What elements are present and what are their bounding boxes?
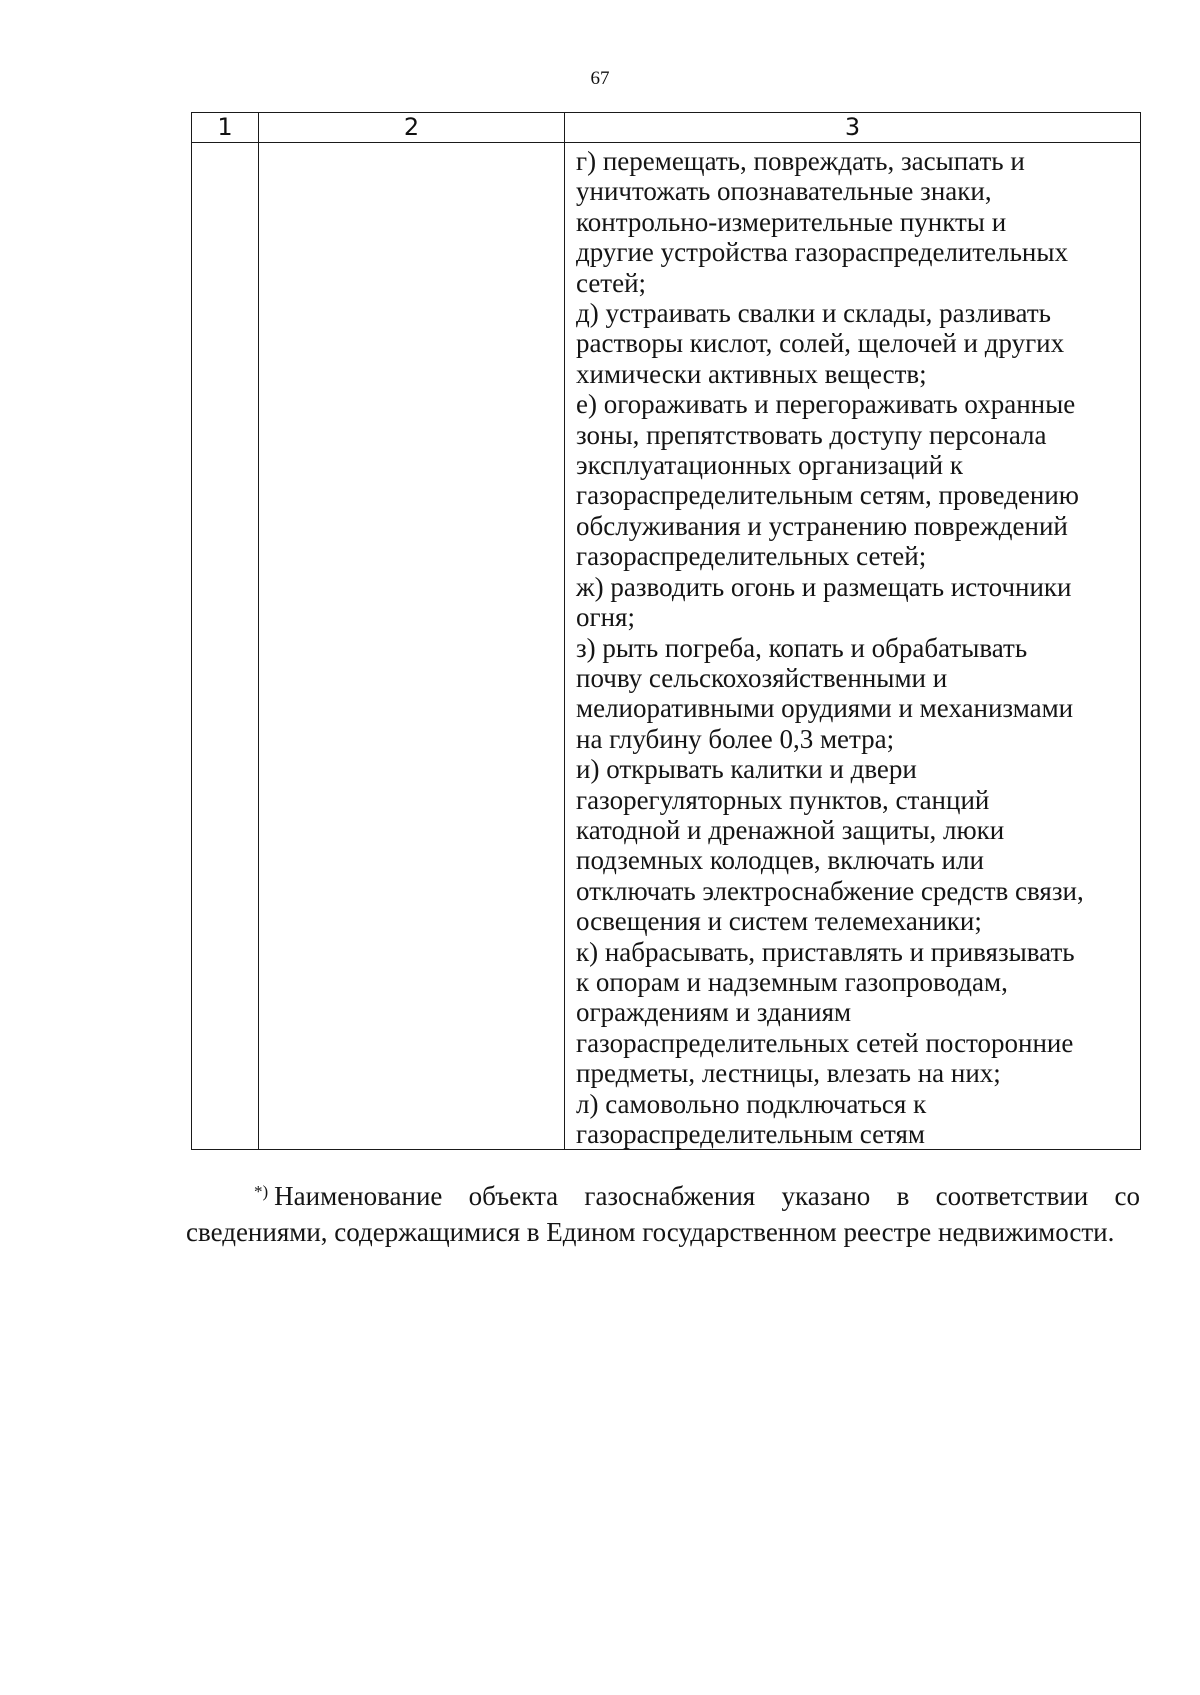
list-item-line: обслуживания и устранению повреждений [576, 510, 1068, 541]
list-item-line: растворы кислот, солей, щелочей и других [576, 328, 1065, 359]
table-row [192, 143, 1141, 1150]
list-item-line: катодной и дренажной защиты, люки [576, 814, 1005, 845]
list-item-line: химически активных веществ; [576, 358, 927, 389]
list-item-line: л) самовольно подключаться к [576, 1088, 927, 1119]
list-item-line: другие устройства газораспределительных [576, 237, 1069, 268]
list-item-line: подземных колодцев, включать или [576, 845, 984, 876]
table-cell-col3 [565, 143, 1141, 1150]
list-item-line: сетей; [576, 267, 647, 298]
list-item-line: огня; [576, 602, 635, 633]
list-item-line: эксплуатационных организаций к [576, 450, 963, 481]
restrictions-list [565, 143, 1140, 1149]
table-header-row [192, 113, 1141, 143]
column-header-1: 1 [192, 113, 259, 143]
list-item-line: на глубину более 0,3 метра; [576, 723, 895, 754]
list-item-line: почву сельскохозяйственными и [576, 662, 948, 693]
list-item-line: ж) разводить огонь и размещать источники [576, 571, 1072, 602]
table-cell-col2 [259, 143, 565, 1150]
list-item-line: е) огораживать и перегораживать охранные [576, 389, 1076, 420]
list-item-line: газораспределительных сетей посторонние [576, 1027, 1074, 1058]
list-item-line: д) устраивать свалки и склады, разливать [576, 298, 1051, 329]
restrictions-table [191, 112, 1141, 1150]
list-item-line: мелиоративными орудиями и механизмами [576, 693, 1074, 724]
list-item-line: освещения и систем телемеханики; [576, 906, 982, 937]
footnote-text: Наименование объекта газоснабжения указано в соответствии со сведениями, содержащимися в Едином государственном реестре недвижимости. [186, 1181, 1140, 1247]
table-cell-col1 [192, 143, 259, 1150]
list-item-line: контрольно-измерительные пункты и [576, 206, 1007, 237]
list-item-line: зоны, препятствовать доступу персонала [576, 419, 1047, 450]
list-item-line: уничтожать опознавательные знаки, [576, 176, 992, 207]
list-item-line: газораспределительных сетей; [576, 541, 927, 572]
footnote-marker: *) [254, 1182, 269, 1201]
list-item-line: з) рыть погреба, копать и обрабатывать [576, 632, 1028, 663]
list-item-line: газораспределительным сетям, проведению [576, 480, 1079, 511]
list-item-line: г) перемещать, повреждать, засыпать и [576, 146, 1025, 176]
list-item-line: к опорам и надземным газопроводам, [576, 966, 1008, 997]
column-header-3: 3 [565, 113, 1141, 143]
list-item-line: отключать электроснабжение средств связи, [576, 875, 1084, 906]
list-item-line: к) набрасывать, приставлять и привязывать [576, 936, 1075, 967]
list-item-line: и) открывать калитки и двери [576, 754, 917, 785]
column-header-2: 2 [259, 113, 565, 143]
list-item-line: газораспределительным сетям [576, 1119, 925, 1149]
list-item-line: газорегуляторных пунктов, станций [576, 784, 990, 815]
list-item-line: предметы, лестницы, влезать на них; [576, 1058, 1001, 1089]
list-item-line: ограждениям и зданиям [576, 997, 852, 1028]
footnote [186, 1178, 1140, 1250]
page-number: 67 [590, 68, 610, 89]
